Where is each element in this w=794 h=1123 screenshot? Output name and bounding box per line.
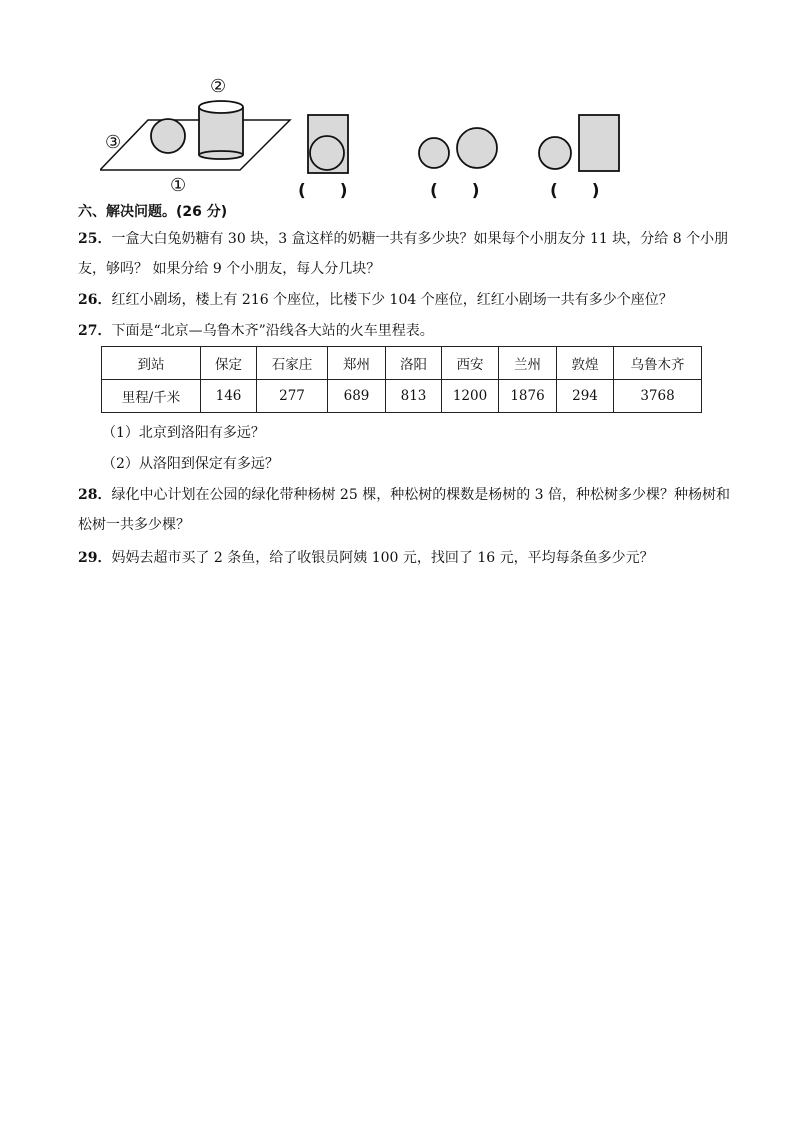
table-header-cell: 郑州: [328, 347, 386, 380]
question-28: [78, 485, 730, 505]
table-cell: 3768: [614, 380, 702, 413]
table-header-cell: 敦煌: [557, 347, 614, 380]
view-2-small-circle: [419, 138, 449, 168]
table-cell: 里程/千米: [102, 380, 201, 413]
question-27-part-1: （1）北京到洛阳有多远？: [102, 425, 265, 441]
answer-blank-1[interactable]: ( ): [298, 181, 348, 201]
question-number: 27．: [78, 323, 112, 339]
table-header-cell: 乌鲁木齐: [614, 347, 702, 380]
question-25: [78, 229, 728, 249]
table-header-cell: 洛阳: [386, 347, 442, 380]
question-26: [78, 290, 673, 310]
view-3-rect: [579, 115, 619, 171]
question-28-cont: [78, 515, 190, 535]
table-row: [102, 380, 702, 413]
table-cell: 1200: [442, 380, 499, 413]
marker-bottom: ①: [170, 175, 187, 196]
table-row: [102, 347, 702, 380]
shapes-figure: [100, 74, 660, 200]
marker-left: ③: [105, 132, 122, 153]
question-text: 绿化中心计划在公园的绿化带种杨树 25 棵，种松树的棵数是杨树的 3 倍，种松树多少棵？种杨树和: [111, 487, 731, 503]
question-text: 妈妈去超市买了 2 条鱼，给了收银员阿姨 100 元，找回了 16 元，平均每条鱼多少元？: [111, 550, 654, 566]
table-header-cell: 兰州: [499, 347, 557, 380]
mileage-table: [101, 346, 702, 413]
view-2-large-circle: [457, 128, 497, 168]
table-cell: 277: [257, 380, 328, 413]
question-text: 下面是“北京—乌鲁木齐”沿线各大站的火车里程表。: [111, 323, 434, 339]
marker-top: ②: [210, 76, 227, 97]
cylinder-top: [199, 101, 243, 113]
question-25-cont: [78, 259, 380, 279]
table-cell: 689: [328, 380, 386, 413]
answer-blank-2[interactable]: ( ): [430, 181, 480, 201]
view-1-circle: [310, 136, 344, 170]
table-header-cell: 石家庄: [257, 347, 328, 380]
table-cell: 813: [386, 380, 442, 413]
question-27-part-2: （2）从洛阳到保定有多远？: [102, 456, 279, 472]
table-cell: 294: [557, 380, 614, 413]
question-27: [78, 321, 434, 341]
table-header-cell: 西安: [442, 347, 499, 380]
question-number: 25．: [78, 231, 112, 247]
answer-blank-3[interactable]: ( ): [550, 181, 600, 201]
view-3-circle: [539, 137, 571, 169]
sphere-shape: [151, 119, 185, 153]
question-text: 红红小剧场，楼上有 216 个座位，比楼下少 104 个座位，红红小剧场一共有多少个座位？: [111, 292, 673, 308]
base-plane: [100, 120, 290, 170]
table-header-cell: 到站: [102, 347, 201, 380]
cylinder-body: [199, 107, 243, 155]
question-text: 松树一共多少棵？: [78, 517, 190, 533]
section-title: 六、解决问题。(26 分): [78, 204, 228, 220]
question-text: 一盒大白兔奶糖有 30 块，3 盒这样的奶糖一共有多少块？如果每个小朋友分 11 块，分给 8 个小朋: [111, 231, 729, 247]
question-number: 26．: [78, 292, 112, 308]
question-29: [78, 548, 654, 568]
table-cell: 146: [201, 380, 257, 413]
question-text: 友，够吗？ 如果分给 9 个小朋友，每人分几块？: [78, 261, 381, 277]
table-header-cell: 保定: [201, 347, 257, 380]
question-number: 29．: [78, 550, 112, 566]
question-number: 28．: [78, 487, 112, 503]
table-cell: 1876: [499, 380, 557, 413]
